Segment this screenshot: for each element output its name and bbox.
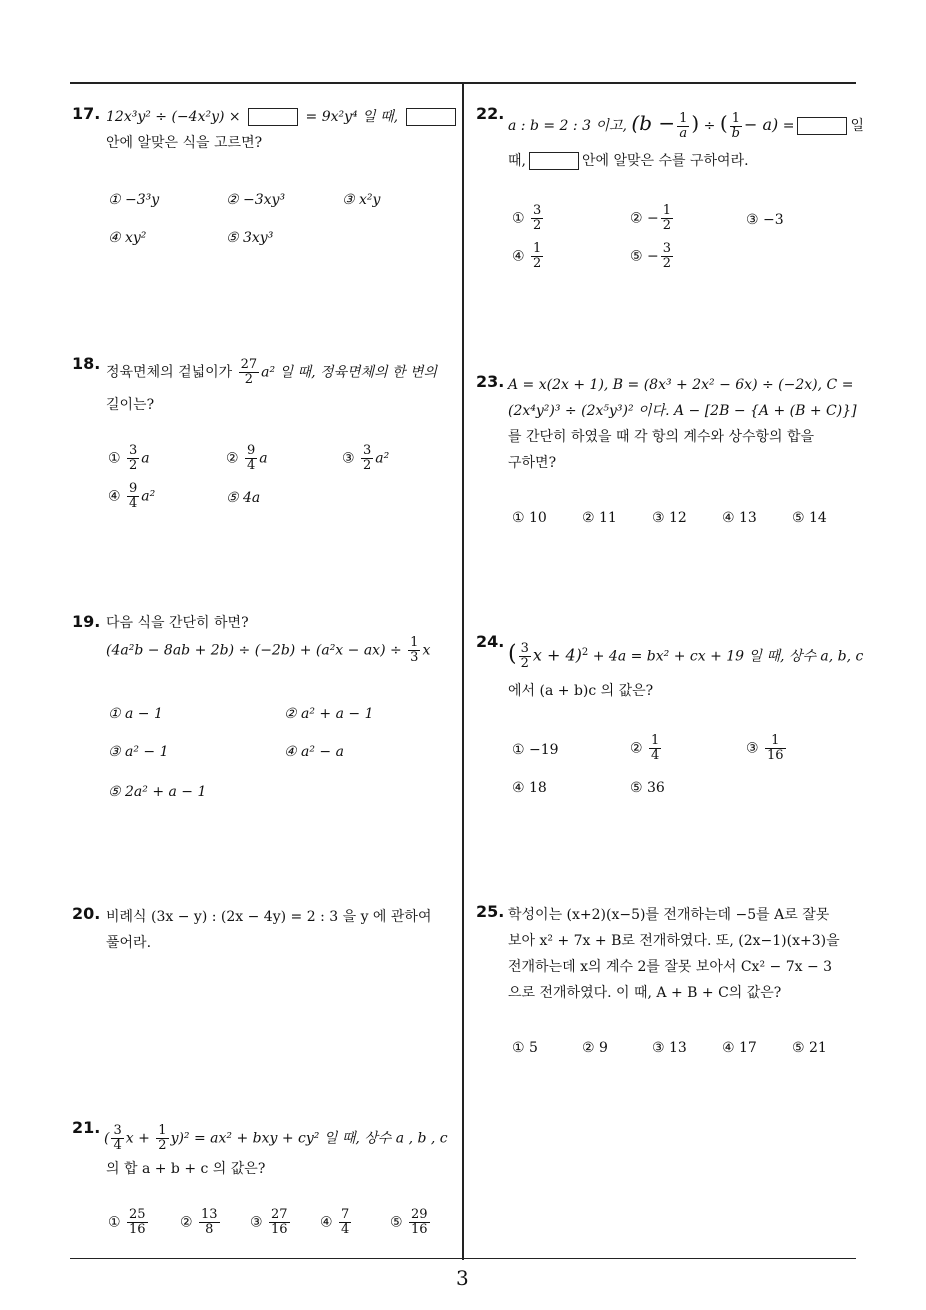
question-text: 길이는? [106,397,155,413]
question-text: 12x³y² ÷ (−4x²y) × = 9x²y⁴ 일 때, [106,104,459,130]
question-number: 24. [476,632,505,651]
question-number: 25. [476,902,505,921]
choice-2: ② 11 [582,510,617,526]
question-text: 안에 알맞은 식을 고르면? [106,135,263,151]
choice-1: ① 5 [512,1040,538,1056]
choice-3: ③ $\frac{3}{2}$ a² [342,443,390,473]
question-text: 때, 안에 알맞은 수를 구하여라. [508,153,749,169]
question-text: 으로 전개하였다. 이 때, A + B + C의 값은? [508,985,782,1001]
choice-5: ⑤ 21 [792,1040,827,1056]
question-text: a : b = 2 : 3 이고, (b − $\frac{1}{a}$ ) ÷ ( $\frac{1}{b}$ − a) = 일 [508,110,864,141]
choice-2: ② $\frac{13}{8}$ [180,1207,218,1237]
choice-5: ⑤ 4a [226,490,261,506]
choice-3: ③ 13 [652,1040,687,1056]
answer-blank [529,152,579,170]
choice-5: ⑤ $\frac{29}{16}$ [390,1207,428,1237]
answer-blank [797,117,847,135]
choice-4: ④ 18 [512,780,547,796]
question-number: 23. [476,372,505,391]
choice-5: ⑤ 14 [792,510,827,526]
choice-5: ⑤ − $\frac{3}{2}$ [630,241,672,271]
choice-1: ① −19 [512,742,559,758]
question-text: 전개하는데 x의 계수 2를 잘못 보아서 Cx² − 7x − 3 [508,959,833,975]
choice-4: ④ a² − a [284,744,344,760]
choice-3: ③ −3 [746,212,784,228]
question-text: 에서 (a + b)c 의 값은? [508,683,654,699]
question-text: 학성이는 (x+2)(x−5)를 전개하는데 −5를 A로 잘못 [508,907,830,923]
choice-1: ① $\frac{3}{2}$ [512,203,542,233]
question-text: A = x(2x + 1), B = (8x³ + 2x² − 6x) ÷ (−2x), C = [508,377,854,393]
choice-1: ① 10 [512,510,547,526]
question-number: 22. [476,104,505,123]
question-text: 비례식 (3x − y) : (2x − 4y) = 2 : 3 을 y 에 관하여 [106,909,432,925]
choice-4: ④ 17 [722,1040,757,1056]
choice-2: ② $\frac{1}{4}$ [630,733,660,763]
fraction: $\frac{27}{2}$ [240,357,258,387]
choice-2: ② $\frac{9}{4}$ a [226,443,268,473]
page-number: 3 [456,1266,469,1290]
question-number: 20. [72,904,101,923]
choice-3: ③ x²y [342,192,381,208]
question-text: 풀어라. [106,935,152,951]
choice-1: ① a − 1 [108,706,163,722]
question-text: ( $\frac{3}{4}$ x + $\frac{1}{2}$ y)² = ax² + bxy + cy² 일 때, 상수 a , b , c [104,1123,448,1153]
choice-3: ③ 12 [652,510,687,526]
bottom-rule [70,1258,856,1259]
choice-2: ② a² + a − 1 [284,706,374,722]
question-number: 19. [72,612,101,631]
choice-3: ③ $\frac{27}{16}$ [250,1207,288,1237]
question-number: 18. [72,354,101,373]
choice-5: ⑤ 3xy³ [226,230,274,246]
choice-1: ① $\frac{3}{2}$ a [108,443,150,473]
choice-4: ④ $\frac{1}{2}$ [512,241,542,271]
choice-4: ④ xy² [108,230,147,246]
question-text: 보아 x² + 7x + B로 전개하였다. 또, (2x−1)(x+3)을 [508,933,840,949]
question-text: 구하면? [508,455,557,471]
choice-1: ① −3³y [108,192,160,208]
question-text: 의 합 a + b + c 의 값은? [106,1161,266,1177]
choice-4: ④ $\frac{7}{4}$ [320,1207,350,1237]
question-text: 다음 식을 간단히 하면? [106,615,249,631]
question-text: (2x⁴y²)³ ÷ (2x⁵y³)² 이다. A − [2B − {A + (B + C)}] [508,403,857,419]
question-text: 를 간단히 하였을 때 각 항의 계수와 상수항의 합을 [508,429,815,445]
question-expression: (4a²b − 8ab + 2b) ÷ (−2b) + (a²x − ax) ÷ $\frac{1}{3}$ x [106,635,431,665]
choice-2: ② 9 [582,1040,608,1056]
choice-5: ⑤ 2a² + a − 1 [108,784,207,800]
choice-2: ② − $\frac{1}{2}$ [630,203,672,233]
choice-3: ③ a² − 1 [108,744,169,760]
choice-4: ④ $\frac{9}{4}$ a² [108,481,156,511]
choice-5: ⑤ 36 [630,780,665,796]
column-divider [462,82,464,1260]
question-text: 정육면체의 겉넓이가 $\frac{27}{2}$ a² 일 때, 정육면체의 한 변의 [106,357,438,387]
question-number: 17. [72,104,101,123]
answer-blank [248,108,298,126]
answer-blank [406,108,456,126]
choice-4: ④ 13 [722,510,757,526]
question-text: ( $\frac{3}{2}$ x + 4)$^2$ + 4a = bx² + cx + 19 일 때, 상수 a, b, c [508,641,864,672]
choice-1: ① $\frac{25}{16}$ [108,1207,146,1237]
choice-3: ③ $\frac{1}{16}$ [746,733,784,763]
choice-2: ② −3xy³ [226,192,286,208]
question-number: 21. [72,1118,101,1137]
